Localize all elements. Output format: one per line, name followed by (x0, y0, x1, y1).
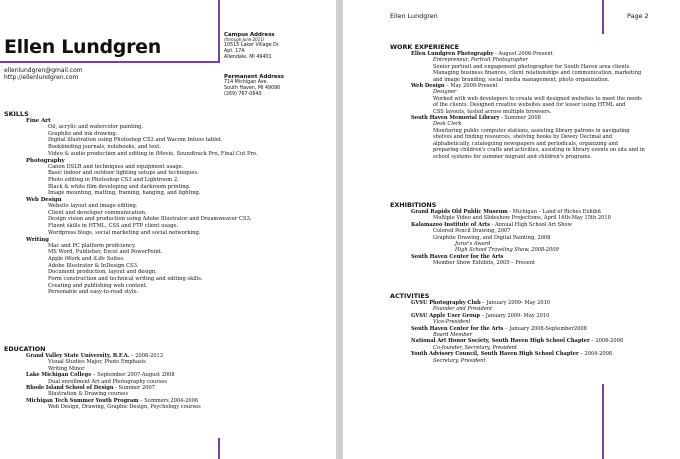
list-item: Mac and PC platform proficiency. (48, 242, 136, 249)
list-item: Graphite and ink drawing. (48, 130, 118, 137)
activity-date: – January 2009- May 2010 (480, 300, 551, 306)
activity-date: – January 2008-September2008 (503, 325, 587, 332)
address-line: Apt. 17A (224, 48, 245, 54)
list-item: Design vision and production using Adobe Illustrator and Dreamweaver CS3. (48, 216, 252, 223)
list-item: Website layout and image editing. (48, 203, 138, 210)
skill-list (26, 203, 326, 237)
school-date: - Summer 2007 (113, 385, 155, 392)
education-details (26, 359, 326, 372)
exhibition-details (411, 228, 673, 254)
organization-name: GVSU Photography Club (411, 300, 481, 306)
venue-name: Grand Rapids Old Public Museum (411, 209, 508, 215)
campus-address-note: (through June 2011) (224, 37, 265, 42)
list-item: school systems for summer migrant and children's programs. (433, 153, 592, 160)
activity-role: Board Member (433, 332, 472, 339)
school-date: – 2008-2013 (129, 353, 163, 359)
list-item: Video & audio production and editing in iMovie, Soundtrack Pro, Final Cut Pro. (48, 150, 258, 157)
permanent-address-heading: Permanent Address (224, 74, 284, 80)
contact-block (4, 67, 83, 81)
page-number: Page 2 (627, 12, 649, 20)
address-line: 10515 Laker Village Dr. (224, 42, 280, 48)
list-item: Bookbinding journals, notebooks, and text. (48, 144, 161, 151)
list-item: and image branding, social media management, photo organization. (433, 76, 610, 83)
skill-group-title: Web Design (26, 197, 62, 204)
list-item: Oil, acrylic and watercolor painting. (48, 124, 144, 130)
exhibition-detail: - Annual High School Art Show (490, 221, 572, 228)
school-name: Lake Michigan College (26, 372, 92, 379)
job-role: Designer (433, 89, 457, 96)
resume-page-1 (0, 0, 336, 459)
activity-role: Founder and President (433, 306, 493, 313)
accent-line-bottom (218, 438, 220, 459)
work-section (411, 51, 673, 160)
work-details (411, 57, 673, 83)
email-link[interactable]: ellenlundgren@gmail.com (4, 67, 83, 74)
list-item: Image mounting, matting, framing, hanging, and lighting. (48, 190, 201, 197)
employer-name: South Haven Memorial Library (411, 115, 500, 122)
work-details (411, 121, 673, 159)
accent-line-bottom (602, 384, 604, 459)
school-name: Michigan Tech Summer Youth Program (26, 397, 139, 404)
employer-name: Web Design (411, 83, 445, 90)
job-role: Entrepreneur, Portrait Photographer (433, 57, 529, 64)
activity-date: – 2004-2008 (578, 351, 613, 358)
school-date: – September 2007-August 2008 (91, 372, 175, 379)
school-name: Rhode Island School of Design (26, 385, 114, 392)
list-item: Black & white film developing and darkroom printing. (48, 183, 191, 190)
organization-name: National Art Honor Society, South Haven High School Chapter (411, 338, 590, 345)
list-item: alphabetically, cataloguing newspapers and periodicals, organizing and (433, 140, 618, 147)
skill-list (26, 164, 326, 198)
activity-role: Vice-President (433, 319, 471, 326)
list-item: Document production, layout and design. (48, 269, 157, 276)
activity-date: – 2006-2008 (589, 338, 624, 345)
skill-list (26, 243, 326, 297)
list-item: Basic indoor and outdoor lighting setups and techniques. (48, 170, 199, 177)
list-item: Canon DSLR and techniques and equipment usage. (48, 163, 184, 170)
award-note: Juror's Award (455, 241, 491, 248)
list-item: Illustration & Drawing courses (48, 391, 129, 398)
list-item: Member Show Exhibits, 2005 – Present (433, 260, 536, 267)
address-line: 714 Michigan Ave. (224, 80, 269, 85)
exhibitions-heading: EXHIBITIONS (390, 201, 437, 209)
job-role: Desk Clerk (433, 121, 462, 128)
list-item: preparing children's crafts and activities, assisting in library events on site and in (433, 147, 645, 154)
skill-group-title: Fine Art (26, 118, 51, 124)
list-item: Managing business finances, client relationships and communication, marketing (433, 70, 642, 77)
address-line: Allendale, MI 49401 (224, 54, 272, 60)
resume-page-2 (343, 0, 680, 459)
list-item: Senior portrait and engagement photographer for South Haven area clients. (433, 63, 631, 70)
accent-line-top (602, 0, 604, 34)
school-name: Grand Valley State University, B.F.A. (26, 353, 130, 359)
venue-name: Kalamazoo Institute of Arts (411, 221, 490, 228)
education-section (26, 353, 326, 411)
list-item: Photo editing in Photoshop CS3 and Lightroom 2. (48, 176, 179, 183)
skill-group-title: Writing (26, 236, 49, 243)
education-details (26, 404, 326, 410)
activity-role: Secretary, President (433, 357, 486, 364)
list-item: CSS layouts, tested across multiple browsers. (433, 108, 552, 115)
list-item: Colored Pencil Drawing, 2007 (433, 228, 511, 235)
campus-address-heading: Campus Address (224, 32, 275, 38)
address-line: (269) 767-0640 (224, 92, 262, 97)
list-item: Monitoring public computer stations, assisting library patrons in navigating (433, 127, 630, 134)
list-item: Apple iWork and iLife Suites. (48, 255, 125, 262)
list-item: Writing Minor (48, 365, 85, 372)
activity-role: Co-founder, Secretary, President (433, 344, 518, 351)
list-item: Multiple Video and Slideshow Projections, April 16th-May 15th 2010 (433, 215, 611, 222)
exhibition-detail: - Michigan – Land of Riches Exhibit (507, 209, 602, 215)
website-link[interactable]: http://ellenlundgren.com (4, 74, 79, 81)
list-item: Visual Studies Major, Photo Emphasis (48, 359, 146, 366)
list-item: Dual enrollment Art and Photography courses (48, 378, 168, 385)
list-item: Digital illustration using Photoshop CS3 and Wacom Intuos tablet. (48, 137, 223, 144)
work-details (411, 89, 673, 115)
accent-line-top (218, 0, 220, 62)
list-item: Client and developer communication. (48, 209, 147, 216)
venue-name: South Haven Center for the Arts (411, 253, 504, 260)
list-item: Personable and easy-to-read style. (48, 289, 139, 296)
list-item: Fluent skills in HTML, CSS and FTP client usage. (48, 223, 179, 230)
list-item: Web Design, Drawing, Graphic Design, Psychology courses (48, 404, 201, 411)
skill-list (26, 124, 326, 158)
education-heading: EDUCATION (4, 345, 46, 353)
list-item: Wordpress blogs, social marketing and social networking. (48, 229, 201, 236)
list-item: Graphite Drawing, and Digital Painting, 2008 (433, 234, 551, 241)
work-heading: WORK EXPERIENCE (390, 43, 459, 51)
list-item: Worked with web developers to create well designed websites to meet the needs (433, 95, 642, 102)
exhibitions-section (411, 209, 673, 267)
page-title: Ellen Lundgren (4, 36, 161, 58)
running-header-name: Ellen Lundgren (390, 12, 438, 20)
permanent-address (224, 74, 284, 98)
address-line: South Haven, MI 49090 (224, 86, 281, 91)
employment-date: - August 2006-Present (493, 51, 553, 57)
skills-heading: SKILLS (4, 110, 29, 118)
organization-name: GVSU Apple User Group (411, 312, 480, 319)
activity-date: – January 2009- May 2010 (479, 312, 550, 319)
employer-name: Ellen Lundgren Photography (411, 51, 494, 57)
organization-name: South Haven Center for the Arts (411, 325, 504, 332)
list-item: of the clients. Designed creative websites used for lesser using HTML and (433, 102, 626, 109)
list-item: Creating and publishing web content. (48, 282, 148, 289)
award-note: High School Traveling Show, 2008-2009 (455, 247, 559, 254)
activities-heading: ACTIVITIES (390, 292, 430, 300)
accent-line-header (0, 61, 220, 63)
exhibition-details (411, 260, 673, 266)
school-date: – Summers 2004-2006 (138, 397, 199, 404)
employment-date: - Summer 2008 (499, 115, 541, 122)
activities-section (411, 300, 673, 364)
list-item: Form construction and technical writing and editing skills. (48, 276, 203, 283)
skills-section (26, 118, 326, 296)
organization-name: Youth Advisory Council, South Haven High School Chapter (411, 351, 579, 358)
list-item: shelves and finding resources, shelving books by Dewey Decimal and (433, 134, 613, 141)
employment-date: – May 2009-Present (444, 83, 498, 90)
list-item: Adobe Illustrator & InDesign CS3. (48, 262, 139, 269)
skill-group-title: Photography (26, 157, 65, 164)
campus-address (224, 32, 280, 61)
list-item: MS Word, Publisher, Excel and PowerPoint. (48, 249, 163, 256)
